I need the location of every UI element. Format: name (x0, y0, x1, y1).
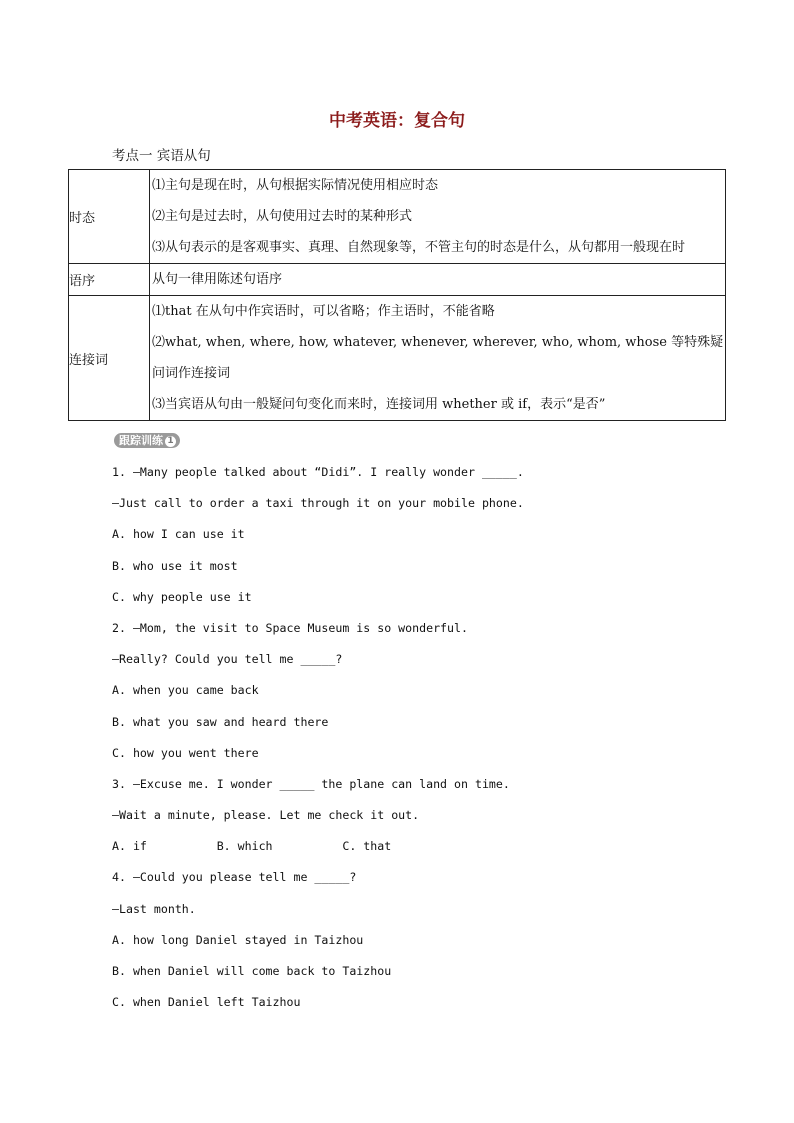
row-content (150, 296, 726, 421)
grammar-table (68, 169, 726, 421)
row-content (150, 264, 726, 296)
question-line: 2. —Mom, the visit to Space Museum is so wonderful. (112, 620, 468, 635)
table-row (69, 264, 726, 296)
answer-line: —Last month. (112, 901, 196, 916)
rule-line: ⑵主句是过去时，从句使用过去时的某种形式 (152, 209, 413, 224)
option-line: B. when Daniel will come back to Taizhou (112, 964, 392, 978)
practice-badge (114, 433, 180, 448)
section-heading: 考点一 宾语从句 (112, 148, 211, 164)
row-content (150, 170, 726, 264)
document-title: 中考英语：复合句 (329, 111, 465, 131)
rule-line: ⑴主句是现在时，从句根据实际情况使用相应时态 (152, 178, 439, 193)
badge-label: 跟踪训练 (119, 434, 163, 447)
row-header: 连接词 (69, 296, 150, 421)
badge-number: 1 (165, 436, 176, 447)
option-line: B. what you saw and heard there (112, 714, 329, 729)
rule-line: ⑶从句表示的是客观事实、真理、自然现象等，不管主句的时态是什么，从句都用一般现在时 (152, 240, 686, 255)
option-line: A. if B. which C. that (112, 839, 392, 854)
rule-line: ⑵what, when, where, how, whatever, whenever, wherever, who, whom, whose 等特殊疑问词作连接词 (152, 335, 724, 381)
answer-line: —Wait a minute, please. Let me check it out. (112, 808, 420, 823)
option-line: A. how long Daniel stayed in Taizhou (112, 932, 364, 947)
table-row (69, 170, 726, 264)
table-row (69, 296, 726, 421)
rule-line: ⑶当宾语从句由一般疑问句变化而来时，连接词用 whether 或 if，表示“是否” (152, 397, 606, 412)
option-line: C. when Daniel left Taizhou (112, 995, 301, 1010)
option-line: A. when you came back (112, 683, 259, 698)
option-line: A. how I can use it (112, 527, 245, 542)
row-header: 语序 (69, 264, 150, 296)
question-line: 3. —Excuse me. I wonder _____ the plane can land on time. (112, 776, 510, 791)
question-line: 4. —Could you please tell me _____? (112, 870, 357, 885)
rule-line: 从句一律用陈述句语序 (152, 272, 283, 287)
row-header: 时态 (69, 170, 150, 264)
question-list (112, 457, 732, 1018)
option-line: C. how you went there (112, 745, 259, 760)
rule-line: ⑴that 在从句中作宾语时，可以省略；作主语时，不能省略 (152, 304, 495, 319)
answer-line: —Really? Could you tell me _____? (112, 652, 343, 667)
answer-line: —Just call to order a taxi through it on your mobile phone. (112, 496, 524, 511)
option-line: B. who use it most (112, 558, 238, 573)
option-line: C. why people use it (112, 589, 252, 604)
question-line: 1. —Many people talked about “Didi”. I really wonder _____. (112, 465, 524, 479)
